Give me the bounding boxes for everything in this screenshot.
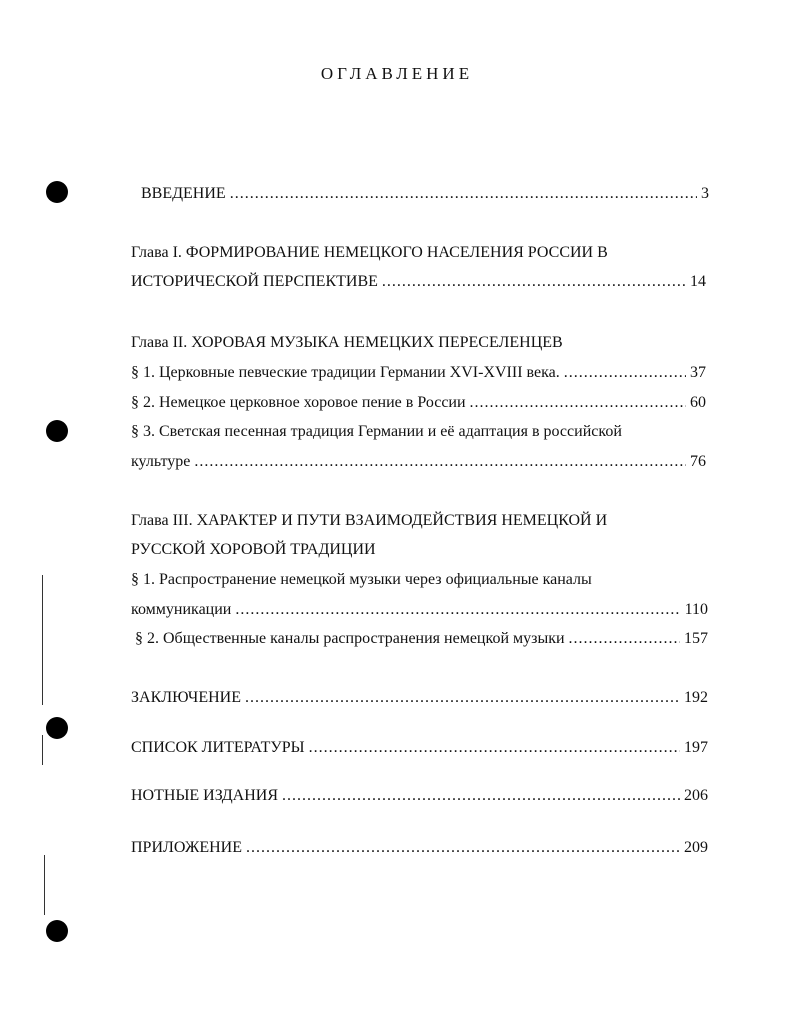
toc-entry-ch2-s3-line1: § 3. Светская песенная традиция Германии и её адаптация в российской (131, 423, 622, 440)
toc-page-number: 192 (684, 689, 708, 706)
leader-dots (470, 393, 686, 413)
toc-entry-intro (141, 184, 709, 204)
toc-page-number: 37 (690, 364, 706, 381)
toc-chapter-3-heading-line1: Глава III. ХАРАКТЕР И ПУТИ ВЗАИМОДЕЙСТВИЯ НЕМЕЦКОЙ И (131, 512, 608, 529)
toc-page-number: 76 (690, 453, 706, 470)
leader-dots (230, 184, 697, 204)
toc-entry-appendix (131, 838, 708, 858)
toc-page-number: 197 (684, 739, 708, 756)
leader-dots (282, 786, 680, 806)
toc-label: ВВЕДЕНИЕ (141, 185, 226, 202)
scan-mark (42, 575, 43, 705)
leader-dots (235, 600, 680, 620)
toc-entry-scores (131, 786, 708, 806)
scan-mark (42, 735, 43, 765)
punch-hole-2 (46, 420, 68, 442)
toc-entry-ch2-s1 (131, 363, 706, 383)
scan-mark (44, 855, 45, 915)
toc-entry-chapter-1 (131, 272, 706, 292)
punch-hole-4 (46, 920, 68, 942)
toc-page-number: 3 (701, 185, 709, 202)
toc-page-number: 209 (684, 839, 708, 856)
punch-hole-3 (46, 717, 68, 739)
toc-page-number: 206 (684, 787, 708, 804)
leader-dots (569, 629, 680, 649)
toc-label: коммуникации (131, 601, 232, 618)
toc-label: § 2. Общественные каналы распространения немецкой музыки (135, 630, 565, 647)
toc-entry-bibliography (131, 738, 708, 758)
toc-entry-conclusion (131, 688, 708, 708)
toc-entry-ch3-s2 (135, 629, 708, 649)
toc-label: § 1. Церковные певческие традиции Германии XVI-XVIII века. (131, 364, 560, 381)
toc-page-number: 60 (690, 394, 706, 411)
toc-label: СПИСОК ЛИТЕРАТУРЫ (131, 739, 305, 756)
leader-dots (382, 272, 686, 292)
toc-page-number: 110 (684, 601, 708, 618)
page-title: ОГЛАВЛЕНИЕ (320, 64, 474, 83)
toc-chapter-3-heading-line2: РУССКОЙ ХОРОВОЙ ТРАДИЦИИ (131, 541, 376, 558)
toc-label: НОТНЫЕ ИЗДАНИЯ (131, 787, 279, 804)
leader-dots (245, 688, 680, 708)
toc-entry-ch3-s1 (131, 600, 708, 620)
toc-label: § 2. Немецкое церковное хоровое пение в России (131, 394, 466, 411)
toc-chapter-2-heading: Глава II. ХОРОВАЯ МУЗЫКА НЕМЕЦКИХ ПЕРЕСЕЛЕНЦЕВ (131, 334, 563, 351)
toc-entry-ch2-s2 (131, 393, 706, 413)
toc-label: ЗАКЛЮЧЕНИЕ (131, 689, 241, 706)
toc-label: культуре (131, 453, 191, 470)
toc-page-number: 157 (684, 630, 708, 647)
punch-hole-1 (46, 181, 68, 203)
toc-entry-ch2-s3 (131, 452, 706, 472)
leader-dots (194, 452, 686, 472)
toc-chapter-1-heading: Глава I. ФОРМИРОВАНИЕ НЕМЕЦКОГО НАСЕЛЕНИЯ РОССИИ В (131, 244, 608, 261)
leader-dots (246, 838, 680, 858)
leader-dots (309, 738, 680, 758)
leader-dots (564, 363, 686, 383)
toc-entry-ch3-s1-line1: § 1. Распространение немецкой музыки через официальные каналы (131, 571, 592, 588)
toc-label: ПРИЛОЖЕНИЕ (131, 839, 243, 856)
toc-page-number: 14 (690, 273, 706, 290)
toc-label: ИСТОРИЧЕСКОЙ ПЕРСПЕКТИВЕ (131, 273, 378, 290)
